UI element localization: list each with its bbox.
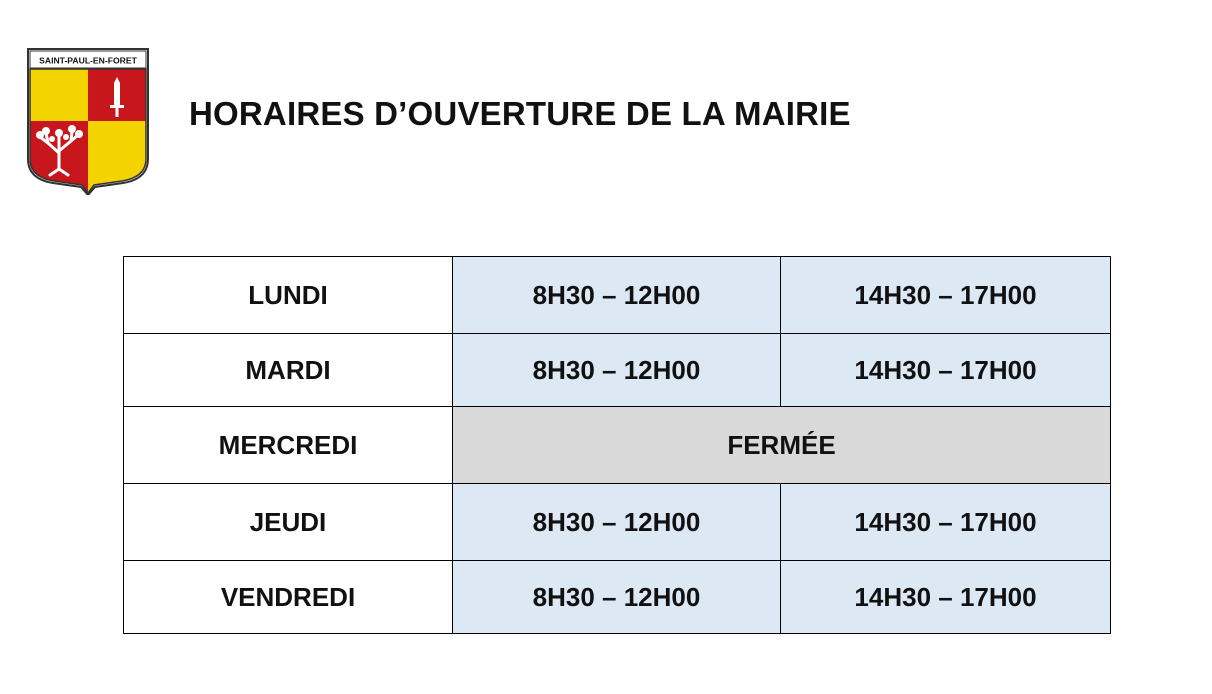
morning-hours-cell: 8H30 – 12H00 — [453, 257, 781, 334]
table-row — [124, 334, 1111, 407]
morning-hours-cell: 8H30 – 12H00 — [453, 334, 781, 407]
day-cell: MERCREDI — [124, 407, 453, 484]
day-cell: VENDREDI — [124, 561, 453, 634]
table-row — [124, 257, 1111, 334]
morning-hours-cell: 8H30 – 12H00 — [453, 561, 781, 634]
closed-cell: FERMÉE — [453, 407, 1111, 484]
table-row — [124, 561, 1111, 634]
afternoon-hours-cell: 14H30 – 17H00 — [781, 257, 1111, 334]
day-cell: LUNDI — [124, 257, 453, 334]
crest-banner-text: SAINT-PAUL-EN-FORET — [39, 55, 137, 66]
town-crest-logo — [26, 47, 150, 195]
afternoon-hours-cell: 14H30 – 17H00 — [781, 334, 1111, 407]
opening-hours-table — [123, 256, 1111, 634]
table-row — [124, 407, 1111, 484]
day-cell: MARDI — [124, 334, 453, 407]
afternoon-hours-cell: 14H30 – 17H00 — [781, 484, 1111, 561]
day-cell: JEUDI — [124, 484, 453, 561]
morning-hours-cell: 8H30 – 12H00 — [453, 484, 781, 561]
table-row — [124, 484, 1111, 561]
page-title: HORAIRES D’OUVERTURE DE LA MAIRIE — [189, 95, 851, 132]
afternoon-hours-cell: 14H30 – 17H00 — [781, 561, 1111, 634]
